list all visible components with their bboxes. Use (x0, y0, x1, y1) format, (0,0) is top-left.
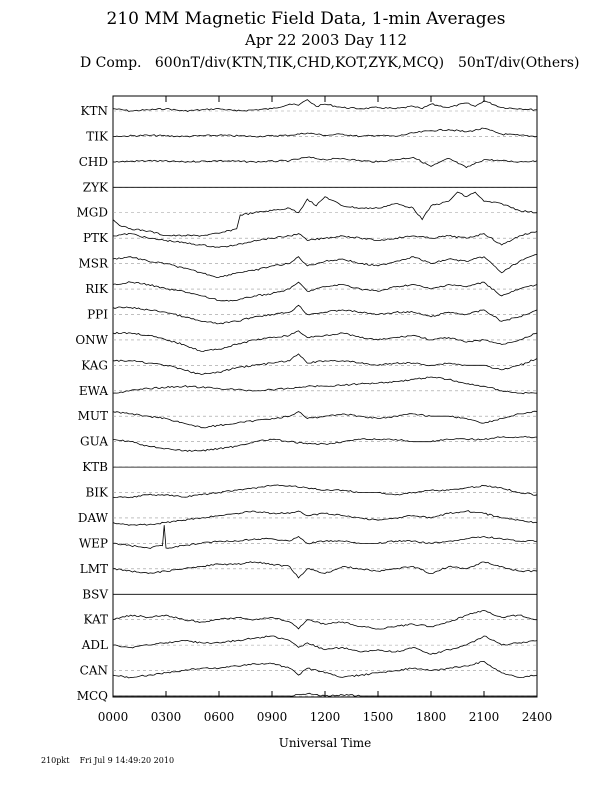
station-label-bsv: BSV (82, 587, 108, 602)
station-label-can: CAN (79, 663, 108, 678)
trace-ewa (113, 377, 537, 394)
station-label-msr: MSR (78, 256, 108, 271)
station-label-onw: ONW (75, 332, 108, 347)
trace-can (113, 661, 537, 678)
station-label-bik: BIK (85, 485, 108, 500)
chart-title: 210 MM Magnetic Field Data, 1-min Averages (106, 9, 506, 29)
x-tick-label: 1200 (309, 710, 341, 724)
trace-tik (113, 128, 537, 137)
plot-frame (113, 96, 537, 697)
station-label-zyk: ZYK (82, 180, 108, 195)
x-tick-label: 0600 (203, 710, 235, 724)
trace-gua (113, 436, 537, 451)
scale-secondary-label: 50nT/div(Others) (458, 55, 580, 71)
trace-lmt (113, 562, 537, 578)
station-label-tik: TIK (86, 129, 108, 144)
x-tick-label: 0300 (150, 710, 182, 724)
station-label-rik: RIK (85, 282, 108, 297)
station-label-kat: KAT (83, 612, 108, 627)
trace-mut (113, 411, 537, 428)
station-label-gua: GUA (80, 434, 108, 449)
station-label-ptk: PTK (82, 231, 108, 246)
trace-bik (113, 485, 537, 498)
x-axis-label: Universal Time (278, 736, 372, 750)
station-label-mgd: MGD (76, 205, 108, 220)
station-label-mut: MUT (77, 409, 108, 424)
trace-wep (113, 525, 537, 548)
trace-msr (113, 255, 537, 278)
station-label-chd: CHD (78, 154, 108, 169)
station-label-adl: ADL (81, 638, 108, 653)
trace-chd (113, 157, 537, 168)
footer (41, 756, 174, 766)
footer-program: 210pkt (41, 756, 70, 765)
trace-mgd (113, 192, 537, 236)
trace-rik (113, 282, 537, 302)
x-tick-label: 0900 (256, 710, 288, 724)
station-label-ppi: PPI (87, 307, 108, 322)
trace-kag (113, 354, 537, 375)
trace-ptk (113, 231, 537, 247)
station-label-kag: KAG (81, 358, 108, 373)
station-label-ktn: KTN (80, 104, 108, 118)
footer-timestamp: Fri Jul 9 14:49:20 2010 (79, 756, 175, 765)
x-tick-label: 1500 (362, 710, 394, 724)
station-label-ewa: EWA (78, 383, 108, 398)
station-label-wep: WEP (78, 536, 108, 551)
date-line: Apr 22 2003 Day 112 (244, 31, 407, 49)
station-label-mcq: MCQ (76, 689, 108, 703)
primary-scale-text: 600nT/div(KTN,TIK,CHD,KOT,ZYK,MCQ) (154, 55, 445, 71)
x-tick-label: 2400 (521, 710, 553, 724)
x-tick-label: 2100 (468, 710, 500, 724)
x-tick-label: 0000 (97, 710, 129, 724)
station-label-lmt: LMT (79, 561, 108, 576)
x-tick-label: 1800 (415, 710, 447, 724)
component-label: D Comp. (80, 55, 142, 71)
trace-onw (113, 331, 537, 352)
station-label-ktb: KTB (82, 460, 108, 475)
station-label-daw: DAW (77, 510, 108, 525)
